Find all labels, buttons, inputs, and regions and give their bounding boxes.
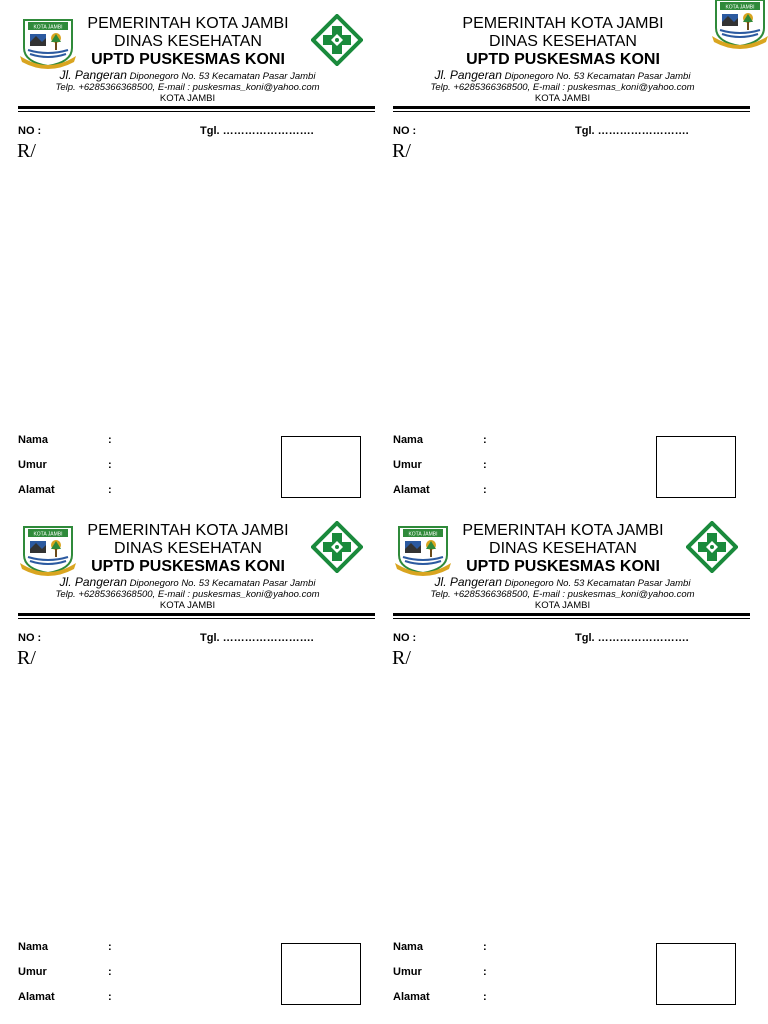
form-bottom-right xyxy=(375,507,750,1012)
stamp-box xyxy=(656,436,736,498)
logo-banner-text: KOTA JAMBI xyxy=(33,531,63,538)
city-line: KOTA JAMBI xyxy=(159,93,216,104)
department-title: DINAS KESEHATAN xyxy=(489,540,637,557)
government-title: PEMERINTAH KOTA JAMBI xyxy=(87,15,289,32)
prescription-number-label: NO : xyxy=(393,632,417,644)
prescription-date-label: Tgl. ……………………. xyxy=(575,632,689,644)
patient-address-label: Alamat xyxy=(393,991,430,1003)
address-line xyxy=(0,577,375,589)
contact-line: Telp. +6285366368500, E-mail : puskesmas_koni@yahoo.com xyxy=(430,589,695,600)
prescription-number-label: NO : xyxy=(18,125,42,137)
rx-symbol: R/ xyxy=(392,647,411,669)
address-street: Jl. Pangeran xyxy=(434,68,502,82)
patient-name-label: Nama xyxy=(18,434,48,446)
patient-age-colon: : xyxy=(483,459,487,471)
patient-age-label: Umur xyxy=(393,459,422,471)
header-divider-thin xyxy=(18,111,375,112)
unit-title: UPTD PUSKESMAS KONI xyxy=(91,51,285,68)
city-emblem-logo xyxy=(710,0,768,52)
patient-name-label: Nama xyxy=(393,941,423,953)
prescription-date-label: Tgl. ……………………. xyxy=(200,125,314,137)
patient-name-label: Nama xyxy=(393,434,423,446)
department-title: DINAS KESEHATAN xyxy=(114,33,262,50)
header-divider-thin xyxy=(393,618,750,619)
patient-age-colon: : xyxy=(108,966,112,978)
prescription-date-label: Tgl. ……………………. xyxy=(575,125,689,137)
header-divider-thin xyxy=(18,618,375,619)
form-top-right xyxy=(375,0,755,505)
unit-title: UPTD PUSKESMAS KONI xyxy=(466,558,660,575)
stamp-box xyxy=(656,943,736,1005)
patient-address-label: Alamat xyxy=(18,991,55,1003)
stamp-box xyxy=(281,943,361,1005)
contact-line: Telp. +6285366368500, E-mail : puskesmas_koni@yahoo.com xyxy=(55,82,320,93)
patient-name-colon: : xyxy=(108,434,112,446)
government-title: PEMERINTAH KOTA JAMBI xyxy=(462,522,664,539)
patient-name-colon: : xyxy=(108,941,112,953)
patient-address-colon: : xyxy=(108,484,112,496)
patient-address-label: Alamat xyxy=(393,484,430,496)
city-line: KOTA JAMBI xyxy=(534,93,591,104)
prescription-number-label: NO : xyxy=(393,125,417,137)
city-line: KOTA JAMBI xyxy=(534,600,591,611)
address-line xyxy=(375,577,750,589)
contact-line: Telp. +6285366368500, E-mail : puskesmas_koni@yahoo.com xyxy=(430,82,695,93)
prescription-date-label: Tgl. ……………………. xyxy=(200,632,314,644)
patient-age-label: Umur xyxy=(18,966,47,978)
logo-banner-text: KOTA JAMBI xyxy=(725,4,755,11)
rx-symbol: R/ xyxy=(17,140,36,162)
patient-address-colon: : xyxy=(108,991,112,1003)
health-cross-logo xyxy=(686,521,738,573)
header-divider-thick xyxy=(393,106,750,109)
header-divider-thin xyxy=(393,111,750,112)
logo-banner-text: KOTA JAMBI xyxy=(408,531,438,538)
header-divider-thick xyxy=(393,613,750,616)
address-line xyxy=(0,70,375,82)
city-line: KOTA JAMBI xyxy=(159,600,216,611)
department-title: DINAS KESEHATAN xyxy=(489,33,637,50)
patient-name-label: Nama xyxy=(18,941,48,953)
patient-address-colon: : xyxy=(483,991,487,1003)
health-cross-logo xyxy=(311,521,363,573)
logo-banner-text: KOTA JAMBI xyxy=(33,24,63,31)
patient-name-colon: : xyxy=(483,434,487,446)
address-rest: Diponegoro No. 53 Kecamatan Pasar Jambi xyxy=(504,71,691,82)
stamp-box xyxy=(281,436,361,498)
patient-age-label: Umur xyxy=(18,459,47,471)
patient-age-label: Umur xyxy=(393,966,422,978)
prescription-number-label: NO : xyxy=(18,632,42,644)
patient-name-colon: : xyxy=(483,941,487,953)
address-rest: Diponegoro No. 53 Kecamatan Pasar Jambi xyxy=(129,71,316,82)
department-title: DINAS KESEHATAN xyxy=(114,540,262,557)
form-bottom-left xyxy=(0,507,375,1012)
form-top-left xyxy=(0,0,375,505)
patient-address-colon: : xyxy=(483,484,487,496)
address-rest: Diponegoro No. 53 Kecamatan Pasar Jambi xyxy=(129,578,316,589)
contact-line: Telp. +6285366368500, E-mail : puskesmas_koni@yahoo.com xyxy=(55,589,320,600)
government-title: PEMERINTAH KOTA JAMBI xyxy=(462,15,664,32)
header-divider-thick xyxy=(18,106,375,109)
patient-address-label: Alamat xyxy=(18,484,55,496)
unit-title: UPTD PUSKESMAS KONI xyxy=(91,558,285,575)
header-divider-thick xyxy=(18,613,375,616)
patient-age-colon: : xyxy=(108,459,112,471)
health-cross-logo xyxy=(311,14,363,66)
patient-age-colon: : xyxy=(483,966,487,978)
government-title: PEMERINTAH KOTA JAMBI xyxy=(87,522,289,539)
address-rest: Diponegoro No. 53 Kecamatan Pasar Jambi xyxy=(504,578,691,589)
address-street: Jl. Pangeran xyxy=(434,575,502,589)
unit-title: UPTD PUSKESMAS KONI xyxy=(466,51,660,68)
address-line xyxy=(375,70,750,82)
rx-symbol: R/ xyxy=(392,140,411,162)
address-street: Jl. Pangeran xyxy=(59,68,127,82)
address-street: Jl. Pangeran xyxy=(59,575,127,589)
rx-symbol: R/ xyxy=(17,647,36,669)
